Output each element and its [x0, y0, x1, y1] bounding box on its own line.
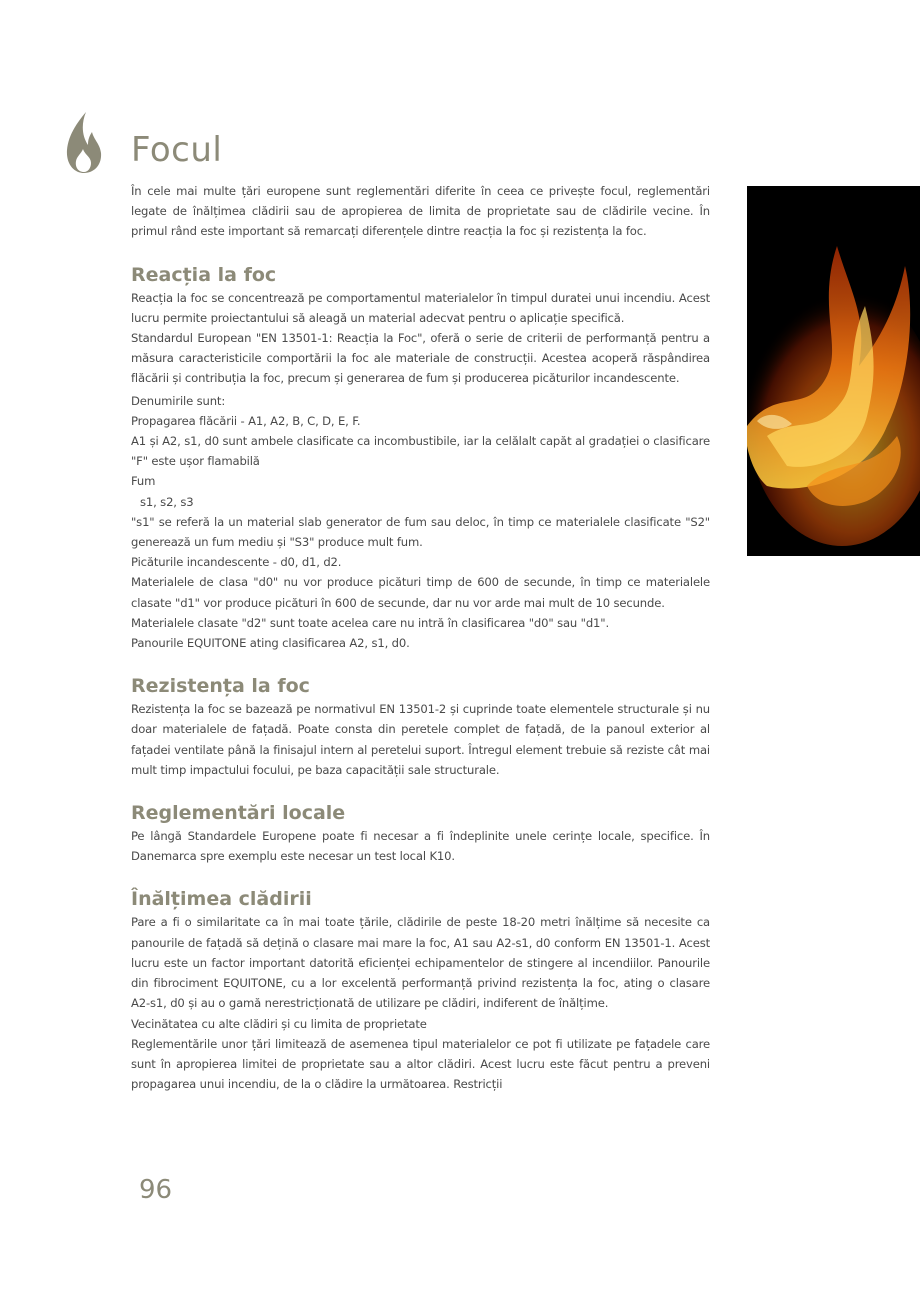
paragraph: A1 și A2, s1, d0 sunt ambele clasificate ca incombustibile, iar la celălalt capăt al gradației o clasificare "F" este ușor flamabilă — [131, 434, 710, 469]
paragraph: Vecinătatea cu alte clădiri și cu limita de proprietate — [131, 1016, 427, 1031]
flame-icon — [64, 112, 104, 174]
section-heading: Reacția la foc — [131, 263, 277, 286]
section-heading: Reglementări locale — [131, 802, 346, 825]
flame-image-icon — [747, 186, 920, 556]
paragraph: s1, s2, s3 — [140, 494, 194, 509]
paragraph: Materialele clasate "d2" sunt toate acelea care nu intră în clasificarea "d0" sau "d1". — [131, 615, 609, 630]
paragraph: Pare a fi o similaritate ca în mai toate țările, clădirile de peste 18-20 metri înălțime să necesite ca panourile de fațadă să dețină o clasare mai mare la foc, A1 sau A2-s1, d0 conform EN 13501-1. Acest lucru este un factor important datorită eficienței echipamentelor de stingere al incendiilor. Panourile din fibrociment EQUITONE, cu a lor excelentă performanță privind rezistența la foc, ating o clasare A2-s1, d0 și au o gamă nerestricționată de utilizare pe clădiri, indiferent de înălțime. — [131, 915, 710, 1011]
paragraph: Rezistența la foc se bazează pe normativul EN 13501-2 și cuprinde toate elementele structurale și nu doar materialele de fațadă. Poate consta din peretele complet de fațadă, de la panoul exterior al fațadei ventilate până la finisajul intern al peretelui suport. Întregul element trebuie să reziste cât mai mult timp impactului focului, pe baza capacității sale structurale. — [131, 702, 710, 777]
section-reactia — [131, 262, 710, 654]
paragraph: Standardul European "EN 13501-1: Reacția la Foc", oferă o serie de criterii de performanță pentru a măsura caracteristicile comportării la foc ale materiale de construcții. Acestea acoperă răspândirea flăcării și contribuția la foc, precum și generarea de fum și producerea picăturilor incandescente. — [131, 331, 710, 386]
paragraph: Pe lângă Standardele Europene poate fi necesar a fi îndeplinite unele cerințe locale, specifice. În Danemarca spre exemplu este necesar un test local K10. — [131, 829, 710, 864]
paragraph: Propagarea flăcării - A1, A2, B, C, D, E, F. — [131, 413, 361, 428]
section-inaltimea — [131, 886, 710, 1094]
section-locale — [131, 800, 710, 866]
page-title: Focul — [131, 130, 223, 170]
paragraph: Panourile EQUITONE ating clasificarea A2, s1, d0. — [131, 636, 410, 651]
paragraph: Reglementările unor țări limitează de asemenea tipul materialelor ce pot fi utilizate pe fațadele care sunt în apropierea limitei de proprietate sau a altor clădiri. Acest lucru este făcut pentru a preveni propagarea unui incendiu, de la o clădire la următoarea. Restricții — [131, 1036, 710, 1092]
paragraph: Denumirile sunt: — [131, 393, 226, 408]
page-number: 96 — [139, 1175, 173, 1205]
paragraph: Materialele de clasa "d0" nu vor produce picături timp de 600 de secunde, în timp ce materialele clasate "d1" vor produce picături în 600 de secunde, dar nu vor arde mai mult de 10 secunde. — [131, 575, 710, 610]
paragraph: Reacția la foc se concentrează pe comportamentul materialelor în timpul duratei unui incendiu. Acest lucru permite proiectantului să aleagă un material adecvat pentru o aplicație specifică. — [131, 290, 710, 325]
section-heading: Înălțimea clădirii — [131, 888, 312, 911]
fire-photo — [747, 186, 920, 556]
paragraph: Picăturile incandescente - d0, d1, d2. — [131, 555, 342, 570]
section-heading: Rezistența la foc — [131, 675, 310, 698]
paragraph: "s1" se referă la un material slab generator de fum sau deloc, în timp ce materialele clasificate "S2" generează un fum mediu și "S3" produce mult fum. — [131, 514, 710, 550]
paragraph: Fum — [131, 474, 156, 489]
main-content — [131, 181, 710, 1094]
section-rezistenta — [131, 673, 710, 780]
intro-paragraph: În cele mai multe țări europene sunt reglementări diferite în ceea ce privește focul, reglementări legate de înălțimea clădirii sau de apropierea de limita de proprietate sau de clădirile vecine. În primul rând este important să remarcați diferențele dintre reacția la foc și rezistența la foc. — [131, 184, 710, 239]
